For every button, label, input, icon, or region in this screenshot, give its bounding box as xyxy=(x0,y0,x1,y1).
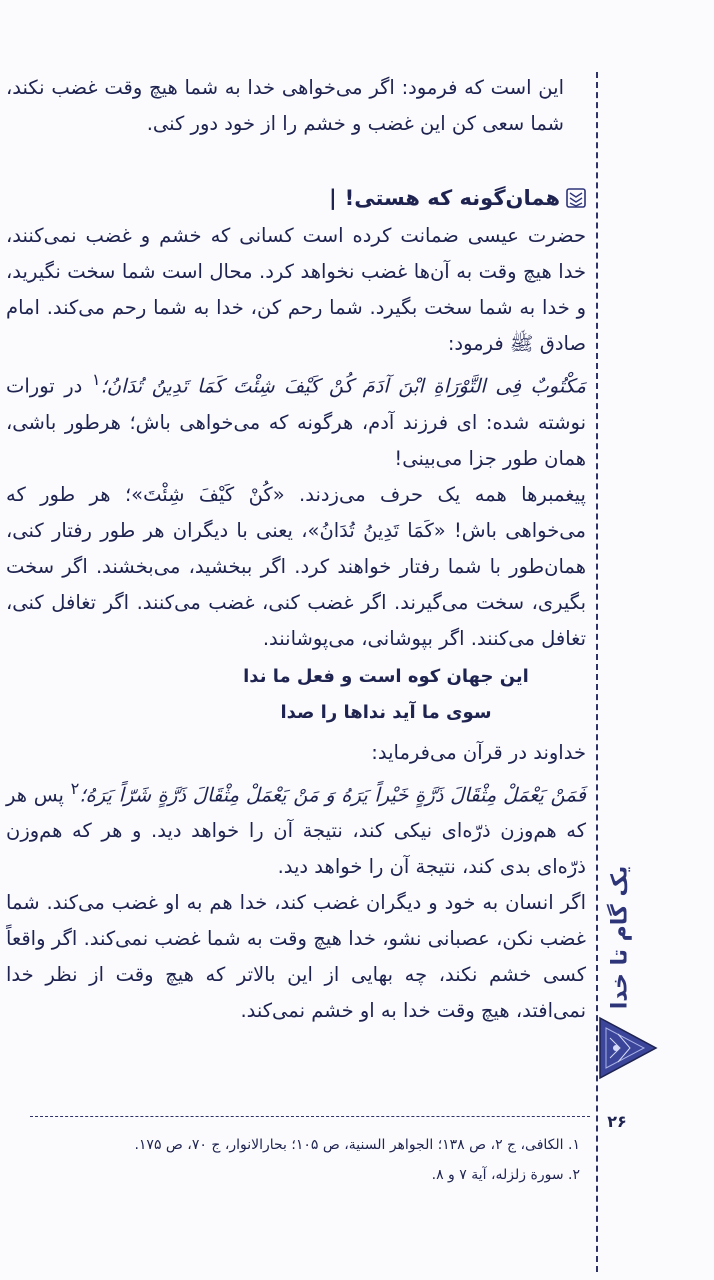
quran-block xyxy=(6,771,586,886)
footnote-divider xyxy=(30,1116,590,1117)
footnote-1: ۱. الکافی، ج ۲، ص ۱۳۸؛ الجواهر السنیة، ص ۱۰۵؛ بحارالانوار، ج ۷۰، ص ۱۷۵. xyxy=(134,1137,580,1153)
paragraph-1-end: فرمود: xyxy=(447,332,504,355)
hadith-block xyxy=(6,362,586,477)
footnote-ref-2: ۲ xyxy=(70,778,80,798)
side-book-title xyxy=(600,862,640,1012)
hadith-translation: در تورات نوشته شده: ای فرزند آدم، هرگونه که می‌خواهی باش؛ هرطور باشی، همان طور جزا می‌بینی! xyxy=(6,374,586,470)
poem-line-2: سوی ما آید نداها را صدا xyxy=(280,701,492,723)
paragraph-1 xyxy=(6,218,586,362)
honorific-symbol: ﷺ xyxy=(509,332,534,355)
paragraph-1-text: حضرت عیسی ضمانت کرده است کسانی که خشم و غضب نمی‌کنند، خدا هیچ وقت به آن‌ها غضب نخواهد کرد. محال است شما سخت نگیرید، و خدا به شما سخت بگیرد. شما رحم کن، خدا به شما رحم می‌کند. امام صادق xyxy=(6,224,586,355)
intro-paragraph: این است که فرمود: اگر می‌خواهی خدا به شما هیچ وقت غضب نکند، شما سعی کن این غضب و خشم را از خود دور کنی. xyxy=(6,76,564,135)
main-text xyxy=(6,70,586,1029)
quran-arabic: فَمَنْ یَعْمَلْ مِثْقَالَ ذَرَّةٍ خَیْراً یَرَهُ وَ مَنْ یَعْمَلْ مِثْقَالَ ذَرَّةٍ شَرّاً یَرَهُ؛ xyxy=(79,783,586,806)
side-book-title-text: یک گام تا خدا xyxy=(607,865,633,1009)
footnotes xyxy=(110,1130,580,1190)
quran-translation: پس هر که هم‌وزن ذرّه‌ای نیکی کند، نتیجة آن را خواهد دید. و هر که هم‌وزن ذرّه‌ای بدی کند، نتیجة آن را خواهد دید. xyxy=(6,783,586,878)
page-number: ۲۶ xyxy=(607,1112,627,1131)
section-heading xyxy=(6,180,586,216)
footnote-2: ۲. سورة زلزله، آیة ۷ و ۸. xyxy=(431,1167,580,1183)
paragraph-2: پیغمبرها همه یک حرف می‌زدند. «کُنْ کَیْفَ شِئْتَ»؛ هر طور که می‌خواهی باش! «کَمَا تَدِینُ تُدَانُ»، یعنی با دیگران هر طور رفتار کنی، همان‌طور با شما رفتار خواهند کرد. اگر ببخشید، می‌بخشند. اگر سخت بگیری، سخت می‌گیرند. اگر غضب کنی، غضب می‌کنند. اگر تغافل کنی، تغافل می‌کنند. اگر بپوشانی، می‌پوشانند. xyxy=(6,482,586,650)
heading-mark: | xyxy=(328,186,339,210)
poem-line-1: این جهان کوه است و فعل ما ندا xyxy=(243,665,529,687)
hadith-arabic: مَکْتُوبٌ فِی التَّوْرَاةِ ابْنَ آدَمَ کُنْ کَیْفَ شِئْتَ کَمَا تَدِینُ تُدَانُ؛ xyxy=(100,374,586,398)
margin-divider xyxy=(596,72,598,1272)
poem xyxy=(6,659,586,731)
diamond-ornament-icon xyxy=(598,1016,658,1080)
paragraph-4: اگر انسان به خود و دیگران غضب کند، خدا هم به او غضب می‌کند. شما غضب نکن، عصبانی نشو، خدا هیچ وقت به شما غضب نمی‌کند. اگر واقعاً کسی خشم نکند، چه بهایی از این بالاتر که هیچ وقت از نظر خدا نمی‌افتد، هیچ وقت خدا به او خشم نمی‌کند. xyxy=(6,891,586,1022)
section-heading-text: همان‌گونه که هستی! xyxy=(344,186,560,210)
book-ornament-icon xyxy=(566,187,586,209)
paragraph-3: خداوند در قرآن می‌فرماید: xyxy=(371,740,586,764)
footnote-ref-1: ۱ xyxy=(91,370,101,389)
